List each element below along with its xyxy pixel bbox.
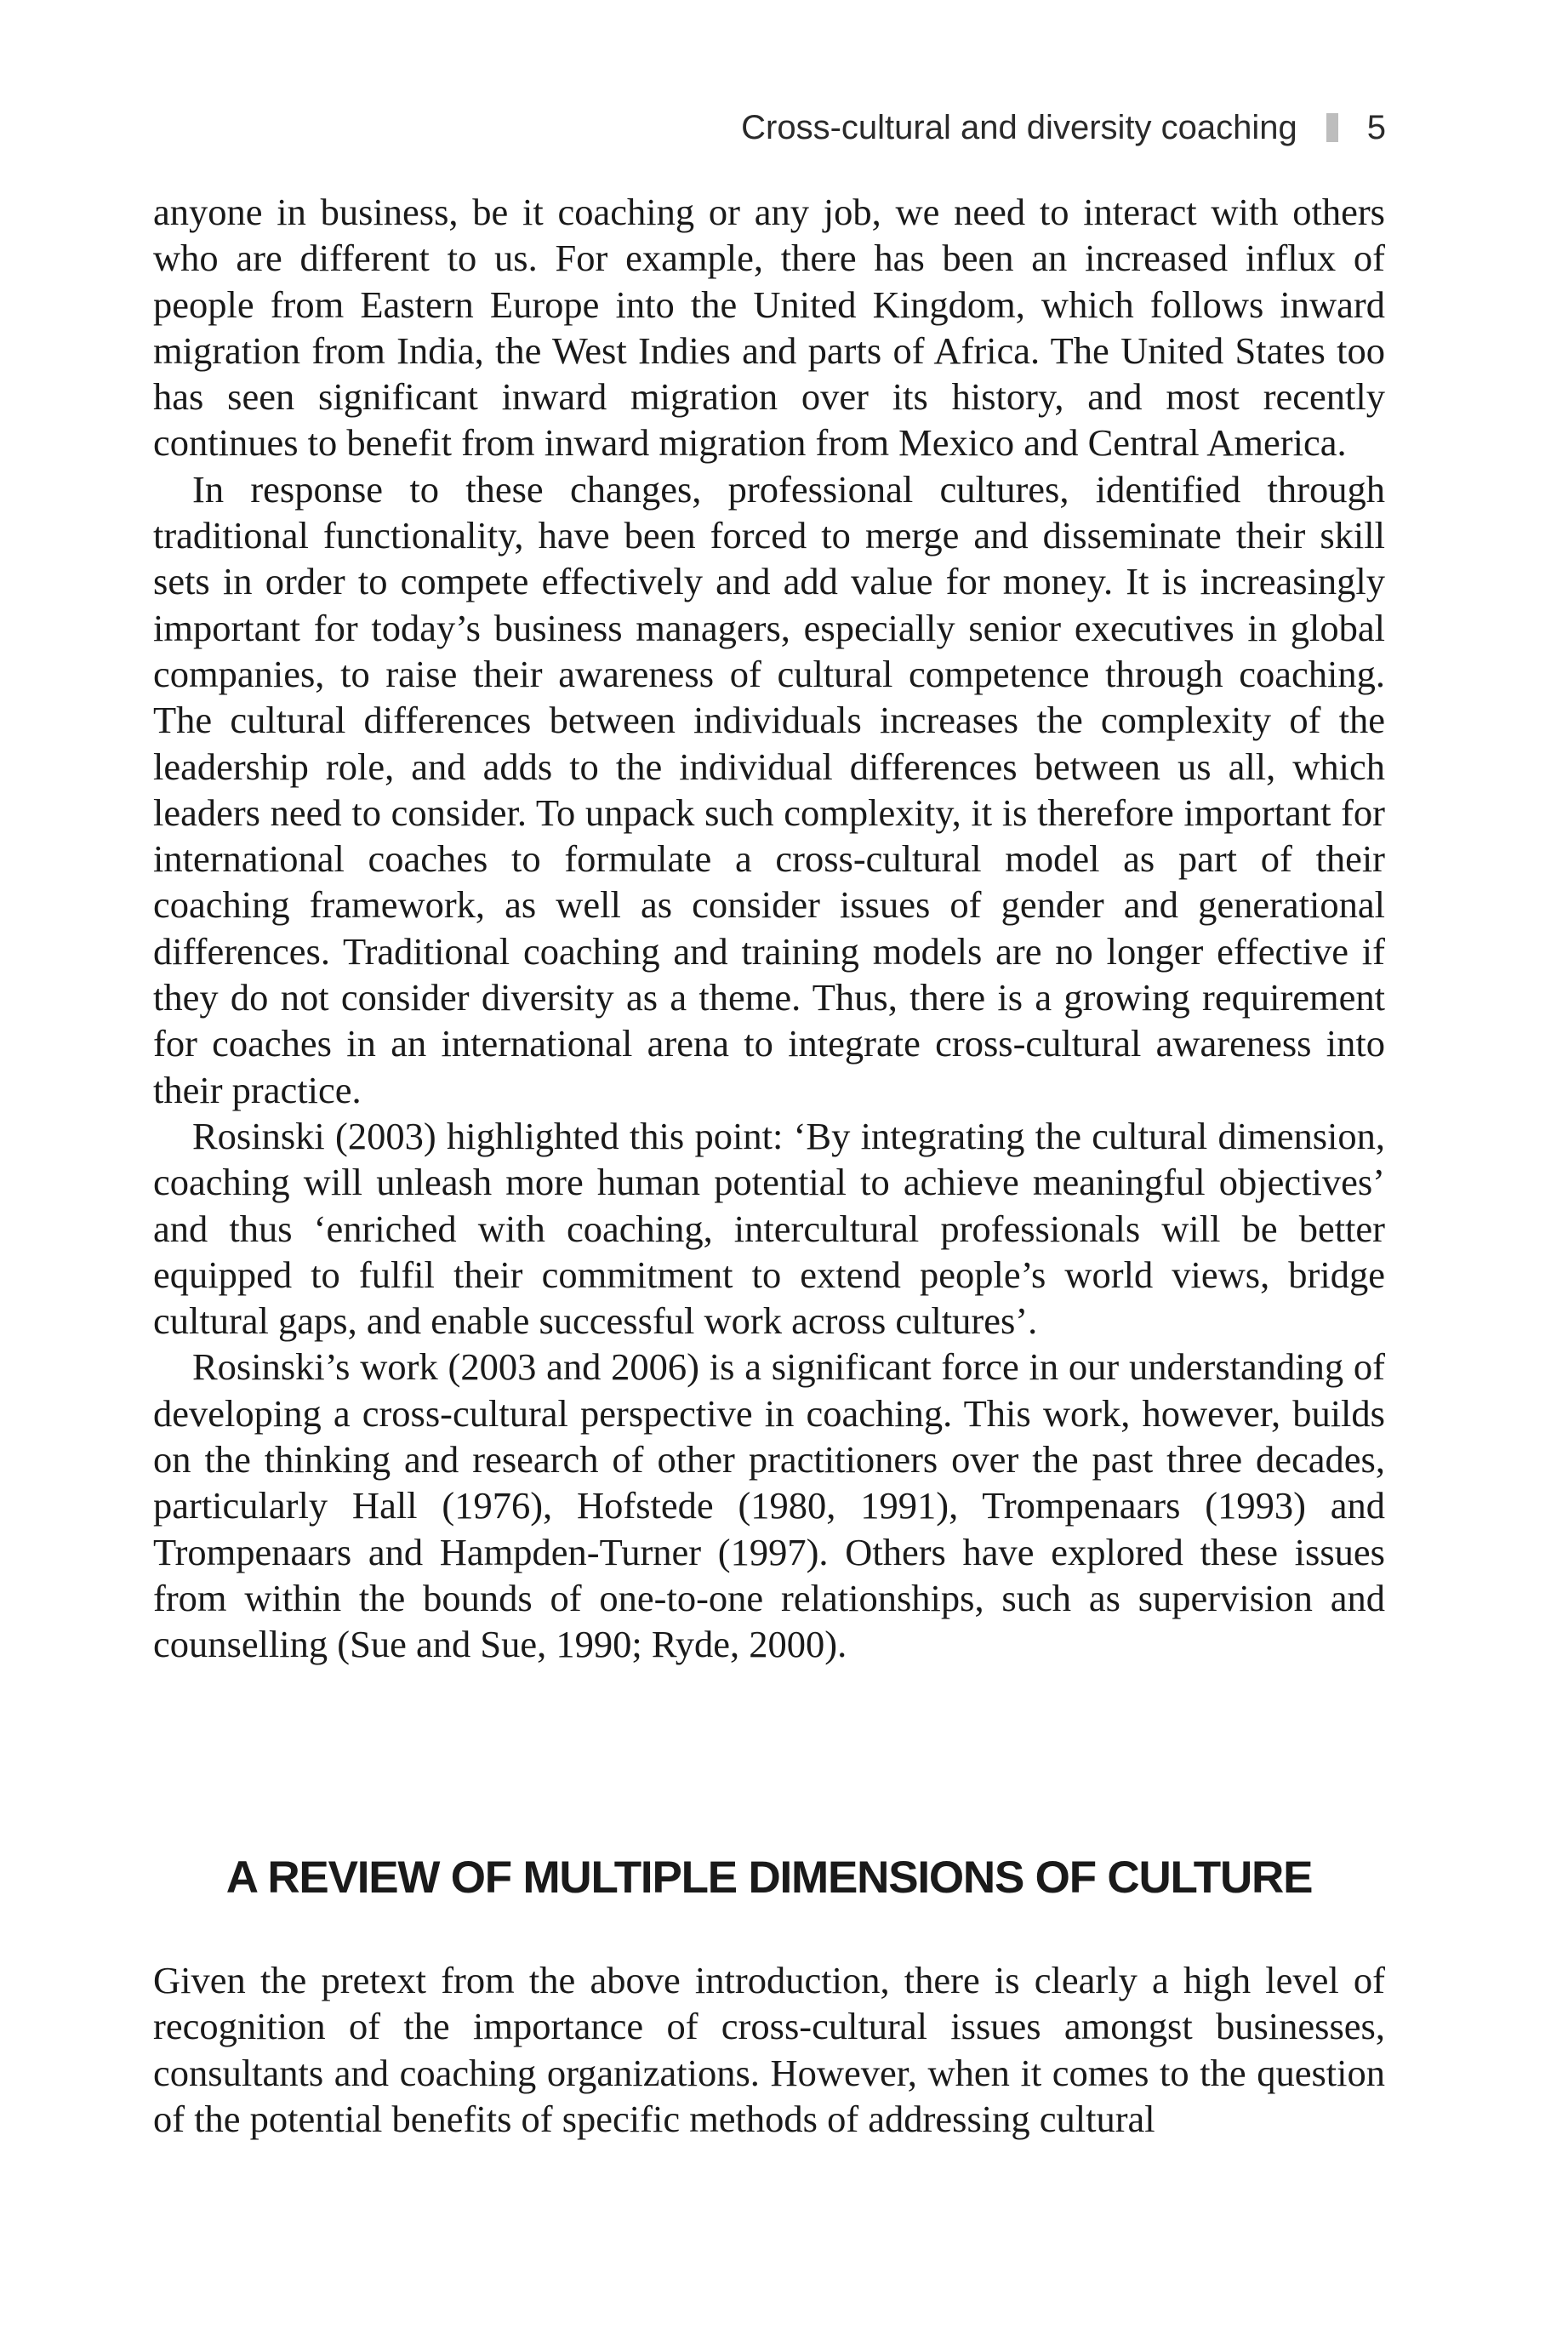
page-number: 5	[1366, 109, 1386, 146]
paragraph-3: Rosinski (2003) highlighted this point: ‘By integrating the cultural dimension, coaching will unleash more human potential to achieve meaningful objectives’ and thus ‘enriched with coaching, intercultural professionals will be better equipped to fulfil their commitment to extend people’s world views, bridge cultural gaps, and enable successful work across cultures’.	[153, 1114, 1385, 1343]
body-text	[153, 189, 1385, 1668]
paragraph-1: anyone in business, be it coaching or any job, we need to interact with others who are different to us. For example, there has been an increased influx of people from Eastern Europe into the United Kingdom, which follows inward migration from India, the West Indies and parts of Africa. The United States too has seen significant inward migration over its history, and most recently continues to benefit from inward migration from Mexico and Central America.	[153, 191, 1385, 465]
section-paragraph-1: Given the pretext from the above introduction, there is clearly a high level of recognition of the importance of cross-cultural issues amongst businesses, consultants and coaching organizations. However, when it comes to the question of the potential benefits of specific methods of addressing cultural	[153, 1959, 1385, 2140]
running-head-title: Cross-cultural and diversity coaching	[741, 109, 1297, 146]
section-text	[153, 1957, 1385, 2142]
section-heading: A REVIEW OF MULTIPLE DIMENSIONS OF CULTURE	[225, 1852, 1313, 1903]
running-head-separator	[1326, 113, 1338, 142]
paragraph-4: Rosinski’s work (2003 and 2006) is a significant force in our understanding of developing a cross-cultural perspective in coaching. This work, however, builds on the thinking and research of other practitioners over the past three decades, particularly Hall (1976), Hofstede (1980, 1991), Trompenaars (1993) and Trompenaars and Hampden-Turner (1997). Others have explored these issues from within the bounds of one-to-one relationships, such as supervision and counselling (Sue and Sue, 1990; Ryde, 2000).	[153, 1345, 1385, 1666]
paragraph-2: In response to these changes, professional cultures, identified through traditional functionality, have been forced to merge and disseminate their skill sets in order to compete effectively and add value for money. It is increasingly important for today’s business managers, especially senior executives in global companies, to raise their awareness of cultural competence through coaching. The cultural differences between individuals increases the complexity of the leadership role, and adds to the individual differences between us all, which leaders need to consider. To unpack such complexity, it is therefore important for international coaches to formulate a cross-cultural model as part of their coaching framework, as well as consider issues of gender and generational differences. Traditional coaching and training models are no longer effective if they do not consider diversity as a theme. Thus, there is a growing requirement for coaches in an international arena to integrate cross-cultural awareness into their practice.	[153, 467, 1385, 1111]
running-head	[741, 111, 1386, 145]
